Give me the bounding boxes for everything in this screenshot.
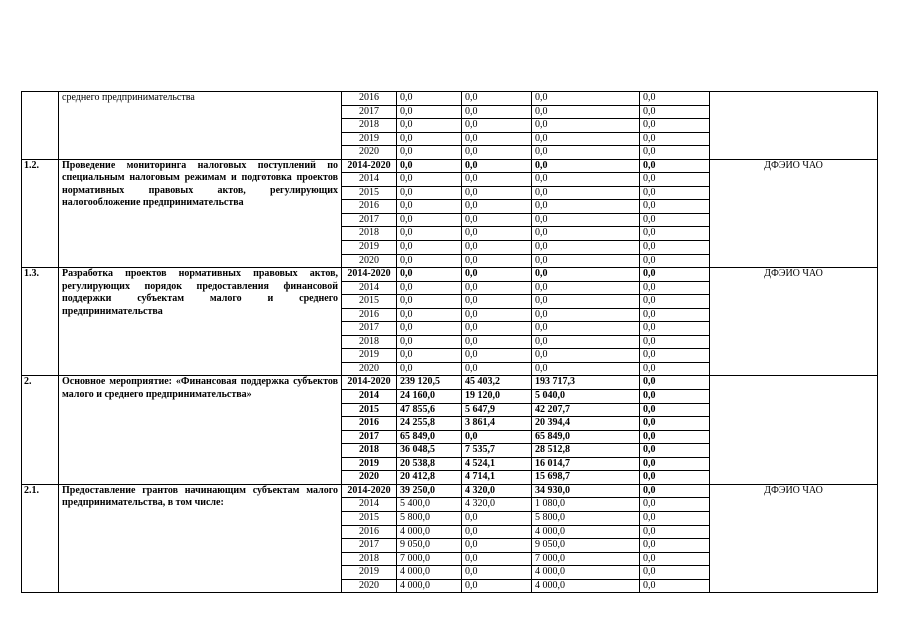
amount-cell: 0,0 bbox=[640, 105, 710, 119]
year-cell: 2014-2020 bbox=[342, 159, 397, 173]
amount-cell: 4 320,0 bbox=[462, 498, 532, 512]
amount-cell: 0,0 bbox=[397, 146, 462, 160]
amount-cell: 0,0 bbox=[397, 254, 462, 268]
amount-cell: 0,0 bbox=[640, 511, 710, 525]
amount-cell: 0,0 bbox=[397, 295, 462, 309]
amount-cell: 0,0 bbox=[532, 295, 640, 309]
item-description: Предоставление грантов начинающим субъектам малого предпринимательства, в том числе: bbox=[59, 484, 342, 592]
amount-cell: 0,0 bbox=[640, 241, 710, 255]
amount-cell: 5 800,0 bbox=[397, 511, 462, 525]
amount-cell: 0,0 bbox=[532, 322, 640, 336]
amount-cell: 0,0 bbox=[462, 349, 532, 363]
amount-cell: 0,0 bbox=[397, 227, 462, 241]
amount-cell: 7 535,7 bbox=[462, 444, 532, 458]
amount-cell: 4 000,0 bbox=[532, 566, 640, 580]
amount-cell: 0,0 bbox=[532, 186, 640, 200]
amount-cell: 0,0 bbox=[462, 132, 532, 146]
item-description: Основное мероприятие: «Финансовая поддержка субъектов малого и среднего предпринимательства» bbox=[59, 376, 342, 484]
amount-cell: 4 000,0 bbox=[532, 579, 640, 593]
amount-cell: 0,0 bbox=[462, 335, 532, 349]
amount-cell: 0,0 bbox=[462, 308, 532, 322]
amount-cell: 0,0 bbox=[532, 308, 640, 322]
table-row bbox=[22, 159, 878, 173]
amount-cell: 5 647,9 bbox=[462, 403, 532, 417]
executor-cell: ДФЭИО ЧАО bbox=[710, 159, 878, 267]
year-cell: 2019 bbox=[342, 241, 397, 255]
year-cell: 2014 bbox=[342, 173, 397, 187]
amount-cell: 0,0 bbox=[640, 92, 710, 106]
amount-cell: 0,0 bbox=[640, 132, 710, 146]
amount-cell: 0,0 bbox=[640, 349, 710, 363]
year-cell: 2018 bbox=[342, 119, 397, 133]
item-number: 1.3. bbox=[22, 268, 59, 376]
amount-cell: 0,0 bbox=[532, 268, 640, 282]
amount-cell: 0,0 bbox=[397, 281, 462, 295]
amount-cell: 4 320,0 bbox=[462, 484, 532, 498]
amount-cell: 193 717,3 bbox=[532, 376, 640, 390]
amount-cell: 65 849,0 bbox=[532, 430, 640, 444]
year-cell: 2016 bbox=[342, 200, 397, 214]
year-cell: 2019 bbox=[342, 349, 397, 363]
amount-cell: 0,0 bbox=[462, 146, 532, 160]
amount-cell: 0,0 bbox=[397, 132, 462, 146]
year-cell: 2014-2020 bbox=[342, 268, 397, 282]
year-cell: 2017 bbox=[342, 105, 397, 119]
year-cell: 2018 bbox=[342, 552, 397, 566]
year-cell: 2015 bbox=[342, 403, 397, 417]
amount-cell: 0,0 bbox=[462, 173, 532, 187]
amount-cell: 0,0 bbox=[640, 390, 710, 404]
amount-cell: 0,0 bbox=[640, 186, 710, 200]
amount-cell: 0,0 bbox=[532, 213, 640, 227]
item-number: 2.1. bbox=[22, 484, 59, 592]
amount-cell: 0,0 bbox=[640, 362, 710, 376]
amount-cell: 0,0 bbox=[532, 132, 640, 146]
executor-cell: ДФЭИО ЧАО bbox=[710, 268, 878, 376]
year-cell: 2016 bbox=[342, 525, 397, 539]
amount-cell: 0,0 bbox=[397, 92, 462, 106]
amount-cell: 0,0 bbox=[397, 322, 462, 336]
amount-cell: 0,0 bbox=[397, 119, 462, 133]
amount-cell: 0,0 bbox=[640, 268, 710, 282]
amount-cell: 0,0 bbox=[640, 552, 710, 566]
amount-cell: 0,0 bbox=[640, 281, 710, 295]
amount-cell: 4 000,0 bbox=[532, 525, 640, 539]
year-cell: 2020 bbox=[342, 362, 397, 376]
amount-cell: 0,0 bbox=[397, 362, 462, 376]
amount-cell: 0,0 bbox=[462, 186, 532, 200]
amount-cell: 0,0 bbox=[462, 119, 532, 133]
amount-cell: 0,0 bbox=[462, 159, 532, 173]
year-cell: 2020 bbox=[342, 146, 397, 160]
amount-cell: 0,0 bbox=[462, 362, 532, 376]
year-cell: 2019 bbox=[342, 457, 397, 471]
amount-cell: 0,0 bbox=[462, 92, 532, 106]
amount-cell: 4 000,0 bbox=[397, 566, 462, 580]
amount-cell: 0,0 bbox=[640, 254, 710, 268]
amount-cell: 0,0 bbox=[640, 525, 710, 539]
amount-cell: 24 255,8 bbox=[397, 417, 462, 431]
amount-cell: 0,0 bbox=[640, 173, 710, 187]
amount-cell: 0,0 bbox=[640, 119, 710, 133]
amount-cell: 0,0 bbox=[462, 539, 532, 553]
year-cell: 2014-2020 bbox=[342, 484, 397, 498]
amount-cell: 0,0 bbox=[397, 349, 462, 363]
amount-cell: 0,0 bbox=[640, 484, 710, 498]
amount-cell: 0,0 bbox=[532, 105, 640, 119]
year-cell: 2018 bbox=[342, 335, 397, 349]
item-description: Проведение мониторинга налоговых поступлений по специальным налоговым режимам и подготовка проектов нормативных правовых актов, регулирующих налогообложение предпринимательства bbox=[59, 159, 342, 267]
amount-cell: 0,0 bbox=[462, 566, 532, 580]
year-cell: 2020 bbox=[342, 254, 397, 268]
amount-cell: 9 050,0 bbox=[532, 539, 640, 553]
amount-cell: 19 120,0 bbox=[462, 390, 532, 404]
amount-cell: 0,0 bbox=[462, 268, 532, 282]
amount-cell: 0,0 bbox=[462, 105, 532, 119]
amount-cell: 0,0 bbox=[462, 430, 532, 444]
amount-cell: 0,0 bbox=[462, 525, 532, 539]
amount-cell: 0,0 bbox=[640, 430, 710, 444]
year-cell: 2015 bbox=[342, 186, 397, 200]
year-cell: 2018 bbox=[342, 227, 397, 241]
year-cell: 2017 bbox=[342, 213, 397, 227]
year-cell: 2020 bbox=[342, 579, 397, 593]
year-cell: 2015 bbox=[342, 295, 397, 309]
amount-cell: 5 400,0 bbox=[397, 498, 462, 512]
amount-cell: 0,0 bbox=[397, 268, 462, 282]
amount-cell: 1 080,0 bbox=[532, 498, 640, 512]
amount-cell: 24 160,0 bbox=[397, 390, 462, 404]
year-cell: 2019 bbox=[342, 132, 397, 146]
amount-cell: 7 000,0 bbox=[397, 552, 462, 566]
year-cell: 2019 bbox=[342, 566, 397, 580]
amount-cell: 0,0 bbox=[640, 227, 710, 241]
amount-cell: 0,0 bbox=[532, 335, 640, 349]
amount-cell: 36 048,5 bbox=[397, 444, 462, 458]
amount-cell: 0,0 bbox=[640, 498, 710, 512]
amount-cell: 0,0 bbox=[532, 200, 640, 214]
amount-cell: 239 120,5 bbox=[397, 376, 462, 390]
amount-cell: 0,0 bbox=[462, 254, 532, 268]
program-table bbox=[21, 91, 878, 593]
amount-cell: 45 403,2 bbox=[462, 376, 532, 390]
amount-cell: 20 538,8 bbox=[397, 457, 462, 471]
amount-cell: 0,0 bbox=[640, 335, 710, 349]
amount-cell: 0,0 bbox=[397, 105, 462, 119]
year-cell: 2016 bbox=[342, 308, 397, 322]
amount-cell: 0,0 bbox=[397, 213, 462, 227]
amount-cell: 0,0 bbox=[462, 281, 532, 295]
amount-cell: 0,0 bbox=[462, 295, 532, 309]
executor-cell: ДФЭИО ЧАО bbox=[710, 484, 878, 592]
amount-cell: 0,0 bbox=[397, 186, 462, 200]
amount-cell: 0,0 bbox=[532, 254, 640, 268]
amount-cell: 0,0 bbox=[397, 159, 462, 173]
amount-cell: 0,0 bbox=[640, 159, 710, 173]
year-cell: 2014 bbox=[342, 281, 397, 295]
item-number bbox=[22, 92, 59, 160]
amount-cell: 0,0 bbox=[462, 241, 532, 255]
amount-cell: 4 000,0 bbox=[397, 579, 462, 593]
amount-cell: 0,0 bbox=[462, 227, 532, 241]
amount-cell: 7 000,0 bbox=[532, 552, 640, 566]
amount-cell: 5 040,0 bbox=[532, 390, 640, 404]
table-row bbox=[22, 484, 878, 498]
amount-cell: 0,0 bbox=[462, 552, 532, 566]
amount-cell: 0,0 bbox=[640, 403, 710, 417]
amount-cell: 0,0 bbox=[532, 241, 640, 255]
amount-cell: 0,0 bbox=[640, 322, 710, 336]
amount-cell: 0,0 bbox=[640, 579, 710, 593]
amount-cell: 0,0 bbox=[397, 241, 462, 255]
item-description: среднего предпринимательства bbox=[59, 92, 342, 160]
amount-cell: 0,0 bbox=[532, 173, 640, 187]
table-row bbox=[22, 376, 878, 390]
year-cell: 2017 bbox=[342, 539, 397, 553]
amount-cell: 0,0 bbox=[640, 457, 710, 471]
amount-cell: 65 849,0 bbox=[397, 430, 462, 444]
amount-cell: 0,0 bbox=[640, 471, 710, 485]
amount-cell: 0,0 bbox=[532, 159, 640, 173]
amount-cell: 0,0 bbox=[397, 308, 462, 322]
amount-cell: 0,0 bbox=[532, 146, 640, 160]
amount-cell: 0,0 bbox=[532, 119, 640, 133]
amount-cell: 0,0 bbox=[640, 295, 710, 309]
executor-cell bbox=[710, 92, 878, 160]
amount-cell: 0,0 bbox=[532, 362, 640, 376]
table-row bbox=[22, 268, 878, 282]
amount-cell: 0,0 bbox=[640, 146, 710, 160]
amount-cell: 47 855,6 bbox=[397, 403, 462, 417]
amount-cell: 15 698,7 bbox=[532, 471, 640, 485]
amount-cell: 42 207,7 bbox=[532, 403, 640, 417]
amount-cell: 0,0 bbox=[532, 92, 640, 106]
amount-cell: 4 524,1 bbox=[462, 457, 532, 471]
year-cell: 2015 bbox=[342, 511, 397, 525]
amount-cell: 0,0 bbox=[397, 173, 462, 187]
amount-cell: 5 800,0 bbox=[532, 511, 640, 525]
year-cell: 2016 bbox=[342, 417, 397, 431]
amount-cell: 39 250,0 bbox=[397, 484, 462, 498]
amount-cell: 20 394,4 bbox=[532, 417, 640, 431]
table-row bbox=[22, 92, 878, 106]
amount-cell: 0,0 bbox=[640, 213, 710, 227]
amount-cell: 0,0 bbox=[462, 213, 532, 227]
executor-cell bbox=[710, 376, 878, 484]
amount-cell: 0,0 bbox=[640, 417, 710, 431]
amount-cell: 0,0 bbox=[462, 579, 532, 593]
year-cell: 2017 bbox=[342, 430, 397, 444]
amount-cell: 0,0 bbox=[462, 511, 532, 525]
amount-cell: 0,0 bbox=[462, 322, 532, 336]
amount-cell: 0,0 bbox=[397, 200, 462, 214]
amount-cell: 0,0 bbox=[640, 539, 710, 553]
table-body bbox=[22, 92, 878, 593]
amount-cell: 0,0 bbox=[640, 444, 710, 458]
amount-cell: 9 050,0 bbox=[397, 539, 462, 553]
amount-cell: 0,0 bbox=[640, 376, 710, 390]
year-cell: 2020 bbox=[342, 471, 397, 485]
amount-cell: 20 412,8 bbox=[397, 471, 462, 485]
year-cell: 2018 bbox=[342, 444, 397, 458]
amount-cell: 16 014,7 bbox=[532, 457, 640, 471]
amount-cell: 4 714,1 bbox=[462, 471, 532, 485]
amount-cell: 28 512,8 bbox=[532, 444, 640, 458]
amount-cell: 0,0 bbox=[462, 200, 532, 214]
year-cell: 2016 bbox=[342, 92, 397, 106]
year-cell: 2017 bbox=[342, 322, 397, 336]
amount-cell: 3 861,4 bbox=[462, 417, 532, 431]
year-cell: 2014 bbox=[342, 498, 397, 512]
amount-cell: 34 930,0 bbox=[532, 484, 640, 498]
item-number: 1.2. bbox=[22, 159, 59, 267]
amount-cell: 0,0 bbox=[640, 200, 710, 214]
amount-cell: 0,0 bbox=[532, 349, 640, 363]
item-number: 2. bbox=[22, 376, 59, 484]
amount-cell: 0,0 bbox=[532, 281, 640, 295]
amount-cell: 0,0 bbox=[532, 227, 640, 241]
amount-cell: 0,0 bbox=[640, 566, 710, 580]
item-description: Разработка проектов нормативных правовых актов, регулирующих порядок предоставления финансовой поддержки субъектам малого и среднего предпринимательства bbox=[59, 268, 342, 376]
amount-cell: 0,0 bbox=[397, 335, 462, 349]
year-cell: 2014-2020 bbox=[342, 376, 397, 390]
amount-cell: 0,0 bbox=[640, 308, 710, 322]
amount-cell: 4 000,0 bbox=[397, 525, 462, 539]
year-cell: 2014 bbox=[342, 390, 397, 404]
